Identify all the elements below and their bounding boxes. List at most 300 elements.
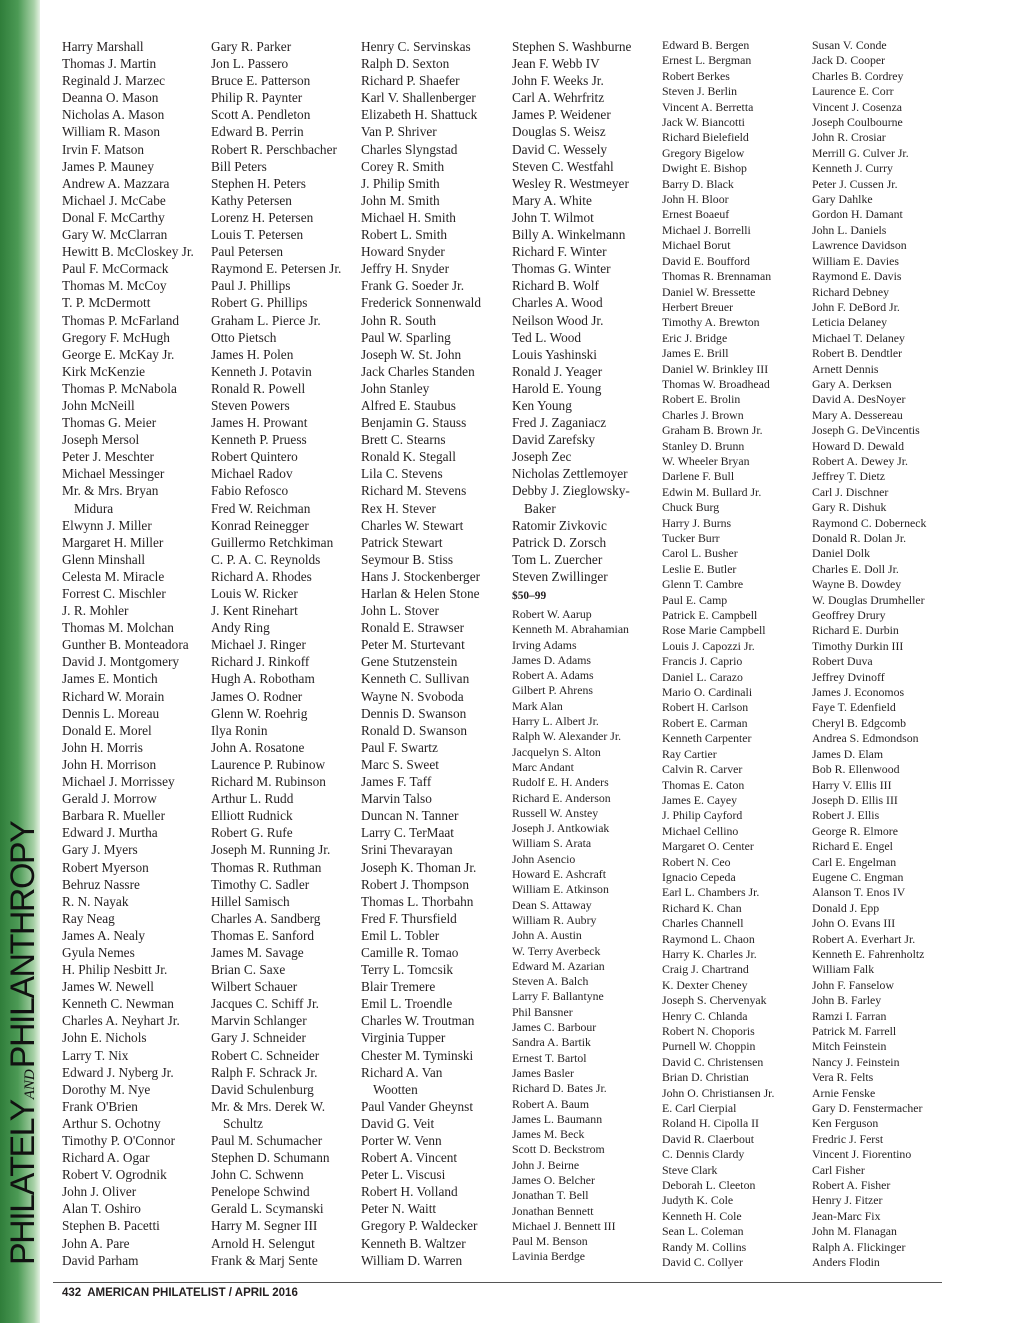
donor-name: David Schulenburg bbox=[211, 1081, 314, 1097]
donor-name: Robert H. Volland bbox=[361, 1184, 458, 1200]
donor-name: Ronald J. Yeager bbox=[512, 363, 603, 379]
donor-name: Celesta M. Miracle bbox=[62, 568, 165, 584]
donor-name: David A. DesNoyer bbox=[812, 392, 906, 407]
donor-name: Alfred E. Staubus bbox=[361, 397, 456, 413]
donor-name: John J. Oliver bbox=[62, 1184, 137, 1200]
donor-name: Raymond E. Petersen Jr. bbox=[211, 261, 342, 277]
donor-name: Forrest C. Mischler bbox=[62, 586, 166, 601]
donor-name: John McNeill bbox=[62, 397, 135, 413]
donor-name: Patrick Stewart bbox=[361, 534, 443, 550]
donor-name: Richard A. Rhodes bbox=[211, 568, 312, 584]
donor-name: Daniel W. Brinkley III bbox=[662, 361, 769, 376]
donor-name: Joseph Zec bbox=[512, 449, 572, 465]
donor-name: Darlene F. Bull bbox=[662, 469, 735, 484]
donor-name: Lorenz H. Petersen bbox=[211, 209, 314, 225]
donor-name: Paul M. Schumacher bbox=[211, 1133, 323, 1148]
donor-name: Michael J. Bennett III bbox=[512, 1218, 616, 1233]
donor-name: Timothy A. Brewton bbox=[662, 315, 760, 330]
donor-name: Hewitt B. McCloskey Jr. bbox=[62, 244, 194, 260]
donor-name: Chuck Burg bbox=[662, 500, 720, 515]
donor-name: Ralph A. Flickinger bbox=[812, 1239, 906, 1254]
donor-name: Kenneth J. Curry bbox=[812, 161, 893, 176]
donor-name: Stephen B. Pacetti bbox=[62, 1218, 160, 1234]
donor-name: David C. Wessely bbox=[512, 141, 608, 157]
donor-name: George R. Elmore bbox=[812, 823, 898, 838]
donor-name: Judyth K. Cole bbox=[662, 1193, 734, 1208]
publication-line: AMERICAN PHILATELIST / APRIL 2016 bbox=[87, 1287, 298, 1299]
donor-name: Frederick Sonnenwald bbox=[361, 295, 482, 311]
donor-name: John C. Schwenn bbox=[211, 1167, 304, 1183]
donor-name: Graham L. Pierce Jr. bbox=[211, 312, 321, 328]
donor-name: Daniel L. Carazo bbox=[662, 669, 743, 684]
donor-name: Alan T. Oshiro bbox=[62, 1201, 141, 1217]
donor-name: Andy Ring bbox=[211, 620, 270, 636]
donor-name: Emil L. Tobler bbox=[361, 927, 440, 943]
donor-name: Arnold H. Selengut bbox=[211, 1235, 315, 1251]
donor-name: Harry K. Charles Jr. bbox=[662, 946, 757, 961]
donor-name: John A. Austin bbox=[512, 928, 582, 943]
section-title-left: PHILATELY bbox=[4, 1100, 42, 1265]
donor-name: Marvin Talso bbox=[361, 791, 432, 807]
donor-name: Glenn Minshall bbox=[62, 551, 146, 567]
donor-name: Konrad Reinegger bbox=[211, 517, 309, 533]
donor-name: Steven J. Berlin bbox=[662, 84, 738, 99]
donor-name: Mario O. Cardinali bbox=[662, 685, 753, 700]
donor-name: Anders Flodin bbox=[812, 1255, 880, 1270]
donor-name: Richard P. Shaefer bbox=[361, 73, 460, 89]
donor-name: Thomas M. McCoy bbox=[62, 278, 167, 294]
donor-name: Henry J. Fitzer bbox=[812, 1193, 883, 1208]
donor-name: Dorothy M. Nye bbox=[62, 1081, 151, 1097]
donor-name: Irving Adams bbox=[512, 637, 577, 652]
donor-name: Joseph Coulbourne bbox=[812, 115, 903, 130]
donor-name: Richard M. Rubinson bbox=[211, 774, 326, 790]
donor-name: Lavinia Berdge bbox=[512, 1249, 586, 1264]
donor-name: John A. Rosatone bbox=[211, 739, 305, 755]
donor-name: John F. DeBord Jr. bbox=[812, 299, 900, 314]
donor-name: Paul Petersen bbox=[211, 244, 284, 260]
donor-name: Michael Cellino bbox=[662, 823, 739, 838]
section-title-vertical bbox=[4, 822, 43, 1265]
donor-column-4 bbox=[512, 38, 631, 1265]
donor-name: Michael J. Borrelli bbox=[662, 222, 751, 237]
donor-name: Gary J. Myers bbox=[62, 842, 138, 858]
donor-name: Steve Clark bbox=[662, 1162, 718, 1177]
donor-name: Jack Charles Standen bbox=[361, 363, 475, 379]
donor-name: Gary R. Parker bbox=[211, 39, 292, 54]
donor-name: James E. Brill bbox=[662, 346, 729, 361]
donor-name: Kenneth B. Waltzer bbox=[361, 1235, 466, 1251]
donor-name: Raymond E. Davis bbox=[812, 269, 902, 284]
donor-name: James E. Montich bbox=[62, 671, 158, 687]
donor-name: John A. Pare bbox=[62, 1235, 130, 1251]
donor-name: Margaret O. Center bbox=[662, 839, 754, 854]
donor-name: Nicholas A. Mason bbox=[62, 107, 165, 123]
donor-name: Richard E. Engel bbox=[812, 839, 893, 854]
donor-name: David G. Veit bbox=[361, 1115, 435, 1131]
donor-name: Geoffrey Drury bbox=[812, 608, 886, 623]
donor-name: Earl L. Chambers Jr. bbox=[662, 885, 760, 900]
donor-name: Dwight E. Bishop bbox=[662, 161, 747, 176]
donor-name: Robert V. Ogrodnik bbox=[62, 1167, 167, 1183]
donor-name: Gary R. Dishuk bbox=[812, 500, 887, 515]
donor-name: Charles W. Stewart bbox=[361, 517, 464, 533]
donor-name: Chester M. Tyminski bbox=[361, 1047, 474, 1063]
donor-name: Robert A. Dewey Jr. bbox=[812, 453, 908, 468]
donor-name: Thomas W. Broadhead bbox=[662, 376, 770, 391]
donor-name: R. N. Nayak bbox=[62, 893, 129, 909]
donor-name: Wootten bbox=[373, 1081, 418, 1097]
donor-name: Irvin F. Matson bbox=[62, 141, 145, 157]
donor-name: Behruz Nassre bbox=[62, 876, 140, 892]
donor-name: Barry D. Black bbox=[662, 176, 734, 191]
donor-name: Richard F. Winter bbox=[512, 244, 607, 260]
donor-name: Joseph S. Chervenyak bbox=[662, 993, 767, 1008]
donor-name: Gene Stutzenstein bbox=[361, 654, 458, 670]
donor-name: Ralph D. Sexton bbox=[361, 56, 450, 72]
donor-name: John Stanley bbox=[361, 380, 430, 396]
donor-name: Richard B. Wolf bbox=[512, 278, 599, 294]
donor-name: James O. Belcher bbox=[512, 1172, 595, 1187]
donor-name: Vera R. Felts bbox=[812, 1070, 874, 1085]
donor-name: Arthur L. Rudd bbox=[211, 791, 294, 807]
donor-name: Paul E. Camp bbox=[662, 592, 728, 607]
donor-name: Thomas R. Brennaman bbox=[662, 269, 772, 284]
donor-name: Billy A. Winkelmann bbox=[512, 227, 626, 243]
donor-name: Kenneth E. Fahrenholtz bbox=[812, 946, 925, 961]
donor-name: Elizabeth H. Shattuck bbox=[361, 107, 478, 123]
donor-name: Joseph M. Running Jr. bbox=[211, 842, 331, 858]
donor-name: Lawrence Davidson bbox=[812, 238, 907, 253]
donor-name: James W. Newell bbox=[62, 979, 154, 995]
donor-name: John T. Wilmot bbox=[512, 209, 594, 225]
donor-name: Jacques C. Schiff Jr. bbox=[211, 996, 319, 1012]
donor-name: Elliott Rudnick bbox=[211, 808, 293, 824]
donor-name: Paul Vander Gheynst bbox=[361, 1098, 474, 1114]
donor-name: Ted L. Wood bbox=[512, 329, 582, 345]
donor-name: Paul F. McCormack bbox=[62, 261, 169, 277]
donor-name: Nancy J. Feinstein bbox=[812, 1054, 900, 1069]
donor-name: Peter N. Waitt bbox=[361, 1201, 437, 1217]
donor-name: Carl E. Engelman bbox=[812, 854, 897, 869]
donor-name: Faye T. Edenfield bbox=[812, 700, 896, 715]
donor-name: Kenneth Carpenter bbox=[662, 731, 752, 746]
donor-name: Howard Snyder bbox=[361, 244, 445, 260]
donor-name: Ernest Boaeuf bbox=[662, 207, 730, 222]
donor-name: Paul M. Benson bbox=[512, 1234, 588, 1249]
donor-name: J. R. Mohler bbox=[62, 603, 129, 619]
donor-name: Carl A. Wehrfritz bbox=[512, 90, 605, 106]
donor-name: Jonathan T. Bell bbox=[512, 1188, 589, 1203]
donor-name: Mark Alan bbox=[512, 698, 563, 713]
donor-name: John L. Daniels bbox=[812, 222, 887, 237]
donor-name: James J. Economos bbox=[812, 685, 905, 700]
donor-name: Gary J. Schneider bbox=[211, 1030, 306, 1046]
donor-name: Kenneth H. Cole bbox=[662, 1208, 742, 1223]
donor-column-6 bbox=[812, 38, 926, 1271]
donor-name: John O. Christiansen Jr. bbox=[662, 1085, 775, 1100]
donor-name: Harry V. Ellis III bbox=[812, 777, 892, 792]
donor-name: William E. Davies bbox=[812, 253, 899, 268]
donor-name: Richard K. Chan bbox=[662, 900, 742, 915]
donation-tier-heading: $50–99 bbox=[512, 590, 547, 602]
donor-name: Ken Ferguson bbox=[812, 1116, 879, 1131]
donor-name: Peter M. Sturtevant bbox=[361, 637, 465, 653]
donor-name: Wesley R. Westmeyer bbox=[512, 175, 629, 191]
donor-name: William D. Warren bbox=[361, 1252, 463, 1268]
donor-name: David Zarefsky bbox=[512, 432, 596, 448]
donor-name: James O. Rodner bbox=[211, 688, 303, 704]
donor-name: Wilbert Schauer bbox=[211, 979, 298, 995]
donor-name: Charles Slyngstad bbox=[361, 141, 458, 157]
donor-name: William R. Aubry bbox=[512, 912, 597, 927]
donor-name: Douglas S. Weisz bbox=[512, 124, 606, 140]
donor-name: Herbert Breuer bbox=[662, 299, 734, 314]
donor-name: Andrea S. Edmondson bbox=[812, 731, 919, 746]
donor-name: Hillel Samisch bbox=[211, 893, 290, 909]
donor-name: Nicholas Zettlemoyer bbox=[512, 466, 628, 482]
donor-name: Schultz bbox=[223, 1115, 263, 1131]
donor-name: Richard A. Van bbox=[361, 1064, 443, 1080]
donor-name: Dennis L. Moreau bbox=[62, 705, 160, 721]
donor-name: Charles Channell bbox=[662, 916, 744, 931]
donor-name: Virginia Tupper bbox=[361, 1030, 446, 1046]
donor-name: Gregory P. Waldecker bbox=[361, 1218, 478, 1234]
donor-name: Terry L. Tomcsik bbox=[361, 962, 454, 978]
donor-name: John J. Beirne bbox=[512, 1157, 580, 1172]
donor-name: Edward J. Murtha bbox=[62, 825, 158, 841]
donor-name: Jonathan Bennett bbox=[512, 1203, 594, 1218]
donor-name: Joseph W. St. John bbox=[361, 346, 462, 362]
donor-name: Robert A. Everhart Jr. bbox=[812, 931, 916, 946]
donor-name: W. Terry Averbeck bbox=[512, 943, 601, 958]
donor-name: Ilya Ronin bbox=[211, 722, 268, 738]
donor-name: W. Wheeler Bryan bbox=[662, 453, 750, 468]
donor-name: Baker bbox=[524, 500, 556, 516]
donor-name: Jack W. Biancotti bbox=[662, 115, 745, 130]
donor-name: Robert E. Carman bbox=[662, 715, 748, 730]
donor-name: Marvin Schlanger bbox=[211, 1013, 307, 1029]
donor-name: Robert J. Ellis bbox=[812, 808, 880, 823]
donor-name: Carl J. Dischner bbox=[812, 484, 889, 499]
donor-name: Jeffry H. Snyder bbox=[361, 261, 450, 277]
donor-name: Fredric J. Ferst bbox=[812, 1131, 884, 1146]
donor-name: Camille R. Tomao bbox=[361, 944, 459, 960]
donor-name: Mary A. Dessereau bbox=[812, 407, 903, 422]
donor-name: Robert A. Fisher bbox=[812, 1178, 891, 1193]
donor-name: Ignacio Cepeda bbox=[662, 869, 736, 884]
donor-name: Cheryl B. Edgcomb bbox=[812, 715, 907, 730]
donor-name: Rose Marie Campbell bbox=[662, 623, 766, 638]
donor-name: Calvin R. Carver bbox=[662, 762, 743, 777]
donor-name: Edward B. Bergen bbox=[662, 38, 750, 52]
donor-name: Laurence E. Corr bbox=[812, 84, 894, 99]
donor-name: Emil L. Troendle bbox=[361, 996, 453, 1012]
donor-name: Gilbert P. Ahrens bbox=[512, 683, 593, 698]
donor-name: David E. Boufford bbox=[662, 253, 750, 268]
donor-name: John M. Smith bbox=[361, 192, 440, 208]
donor-name: Glenn W. Roehrig bbox=[211, 705, 308, 721]
page-footer bbox=[62, 1287, 298, 1299]
donor-name: Harry L. Albert Jr. bbox=[512, 714, 599, 729]
donor-name: Robert C. Schneider bbox=[211, 1047, 320, 1063]
donor-name: Van P. Shriver bbox=[361, 124, 437, 140]
donor-name: Charles J. Brown bbox=[662, 407, 744, 422]
donor-name: Debby J. Zieglowsky- bbox=[512, 483, 630, 499]
donor-name: Midura bbox=[74, 500, 114, 516]
donor-name: Patrick D. Zorsch bbox=[512, 534, 607, 550]
donor-name: Peter J. Meschter bbox=[62, 449, 154, 465]
donor-name: Charles B. Cordrey bbox=[812, 68, 904, 83]
donor-name: Charles A. Neyhart Jr. bbox=[62, 1013, 180, 1029]
donor-name: James H. Prowant bbox=[211, 415, 308, 431]
donor-name: Craig J. Chartrand bbox=[662, 962, 749, 977]
donor-name: John H. Bloor bbox=[662, 192, 729, 207]
donor-name: David J. Montgomery bbox=[62, 654, 180, 670]
donor-name: Wayne B. Dowdey bbox=[812, 577, 902, 592]
donor-name: Carl Fisher bbox=[812, 1162, 865, 1177]
donor-name: William R. Mason bbox=[62, 124, 161, 140]
donor-name: Neilson Wood Jr. bbox=[512, 312, 604, 328]
donor-name: Michael J. Ringer bbox=[211, 637, 306, 653]
donor-name: Richard E. Anderson bbox=[512, 790, 611, 805]
donor-name: James L. Baumann bbox=[512, 1111, 603, 1126]
donor-name: Robert Quintero bbox=[211, 449, 298, 465]
donor-name: Timothy Durkin III bbox=[812, 638, 904, 653]
donor-name: Jon L. Passero bbox=[211, 56, 289, 72]
donor-name: Robert N. Ceo bbox=[662, 854, 731, 869]
donor-name: Robert R. Perschbacher bbox=[211, 141, 337, 157]
donor-name: Edward J. Nyberg Jr. bbox=[62, 1064, 174, 1080]
donor-name: Fred W. Reichman bbox=[211, 500, 311, 516]
donor-name: Susan V. Conde bbox=[812, 38, 887, 52]
donor-name: Richard A. Ogar bbox=[62, 1150, 150, 1166]
donor-name: Ralph F. Schrack Jr. bbox=[211, 1064, 318, 1080]
donor-name: Harry Marshall bbox=[62, 39, 144, 54]
donor-name: Thomas E. Sanford bbox=[211, 927, 315, 943]
donor-name: Ray Neag bbox=[62, 910, 115, 926]
donor-name: Robert E. Brolin bbox=[662, 392, 741, 407]
donor-name: Thomas G. Winter bbox=[512, 261, 611, 277]
donor-name: Edwin M. Bullard Jr. bbox=[662, 484, 762, 499]
donor-name: Peter J. Cussen Jr. bbox=[812, 176, 898, 191]
page-number: 432 bbox=[62, 1287, 82, 1299]
donor-name: Stanley D. Brunn bbox=[662, 438, 745, 453]
donor-column-2 bbox=[211, 38, 341, 1269]
donor-name: C. P. A. C. Reynolds bbox=[211, 551, 321, 567]
donor-name: Donald E. Morel bbox=[62, 722, 152, 738]
donor-name: James D. Elam bbox=[812, 746, 884, 761]
donor-name: Arnie Fenske bbox=[812, 1085, 876, 1100]
donor-name: Dennis D. Swanson bbox=[361, 705, 467, 721]
donor-name: Kenneth J. Potavin bbox=[211, 363, 312, 379]
donor-name: John O. Evans III bbox=[812, 916, 896, 931]
donor-name: Donal F. McCarthy bbox=[62, 209, 165, 225]
donor-name: Richard J. Rinkoff bbox=[211, 654, 310, 670]
donor-name: Kirk McKenzie bbox=[62, 363, 146, 379]
donor-name: Bill Peters bbox=[211, 158, 267, 174]
donor-name: Frank & Marj Sente bbox=[211, 1252, 318, 1268]
donor-name: Margaret H. Miller bbox=[62, 534, 164, 550]
donor-name: John L. Stover bbox=[361, 603, 439, 619]
donor-name: Thomas J. Martin bbox=[62, 56, 157, 72]
donor-name: Charles A. Sandberg bbox=[211, 910, 321, 926]
donor-name: Gregory Bigelow bbox=[662, 145, 745, 160]
donor-name: Frank O'Brien bbox=[62, 1098, 138, 1114]
donor-name: Timothy P. O'Connor bbox=[62, 1133, 176, 1148]
donor-name: Penelope Schwind bbox=[211, 1184, 310, 1200]
donor-name: Peter L. Viscusi bbox=[361, 1167, 446, 1183]
donor-name: Robert N. Choporis bbox=[662, 1024, 755, 1038]
donor-name: Stephen H. Peters bbox=[211, 175, 306, 191]
donor-name: Phil Bansner bbox=[512, 1004, 573, 1019]
donor-name: James E. Cayey bbox=[662, 792, 738, 807]
donor-name: Gordon H. Damant bbox=[812, 207, 903, 222]
donor-name: James P. Mauney bbox=[62, 158, 154, 174]
donor-name: William E. Atkinson bbox=[512, 882, 609, 897]
donor-name: Michael H. Smith bbox=[361, 209, 456, 225]
donor-name: David C. Christensen bbox=[662, 1054, 764, 1069]
donor-name: John F. Fanselow bbox=[812, 977, 894, 992]
donor-name: Hans J. Stockenberger bbox=[361, 568, 481, 584]
donor-name: Robert H. Carlson bbox=[662, 700, 749, 715]
donor-name: Steven C. Westfahl bbox=[512, 158, 614, 174]
donor-name: Brian C. Saxe bbox=[211, 962, 286, 978]
donor-name: George E. McKay Jr. bbox=[62, 346, 175, 362]
donor-name: Jack D. Cooper bbox=[812, 53, 886, 68]
donor-name: John R. South bbox=[361, 312, 436, 328]
donor-name: John E. Nichols bbox=[62, 1030, 147, 1046]
donor-name: Edward M. Azarian bbox=[512, 958, 605, 973]
donor-name: J. Kent Rinehart bbox=[211, 603, 298, 619]
donor-name: Michael T. Delaney bbox=[812, 330, 905, 345]
donor-name: Lila C. Stevens bbox=[361, 466, 443, 482]
donor-name: James M. Beck bbox=[512, 1127, 585, 1142]
donor-name: John H. Morrison bbox=[62, 756, 157, 772]
donor-name: T. P. McDermott bbox=[62, 295, 151, 311]
donor-name: Robert Myerson bbox=[62, 859, 149, 875]
donor-name: Thomas P. McFarland bbox=[62, 312, 180, 328]
donor-name: Ronald E. Strawser bbox=[361, 620, 465, 636]
donor-name: Robert J. Thompson bbox=[361, 876, 469, 892]
donor-name: Blair Tremere bbox=[361, 979, 436, 995]
donor-name: Gary D. Fenstermacher bbox=[812, 1101, 923, 1116]
donor-name: Purnell W. Choppin bbox=[662, 1039, 756, 1054]
donor-name: James P. Weidener bbox=[512, 107, 611, 123]
donor-name: Jean-Marc Fix bbox=[812, 1208, 881, 1223]
donor-name: William S. Arata bbox=[512, 836, 592, 851]
donor-name: Mr. & Mrs. Bryan bbox=[62, 483, 159, 499]
donor-name: John R. Crosiar bbox=[812, 130, 886, 145]
donor-name: J. Philip Smith bbox=[361, 175, 440, 191]
donor-name: Arnett Dennis bbox=[812, 361, 879, 376]
donor-name: Leslie E. Butler bbox=[662, 561, 737, 576]
donor-name: Ratomir Zivkovic bbox=[512, 517, 607, 533]
donor-name: Joseph Mersol bbox=[62, 432, 140, 448]
donor-name: Stephen D. Schumann bbox=[211, 1150, 330, 1166]
donor-name: Alanson T. Enos IV bbox=[812, 885, 906, 900]
donor-name: Daniel W. Bressette bbox=[662, 284, 756, 299]
donor-name: Jacquelyn S. Alton bbox=[512, 744, 601, 759]
donor-name: Andrew A. Mazzara bbox=[62, 175, 170, 191]
donor-name: Kenneth P. Pruess bbox=[211, 432, 307, 448]
donor-name: Brian D. Christian bbox=[662, 1070, 749, 1085]
donor-name: Donald J. Epp bbox=[812, 900, 880, 915]
donor-name: Harry J. Burns bbox=[662, 515, 732, 530]
donor-name: James A. Nealy bbox=[62, 927, 146, 943]
donor-name: James M. Savage bbox=[211, 944, 304, 960]
donor-name: Ernest T. Bartol bbox=[512, 1050, 587, 1065]
